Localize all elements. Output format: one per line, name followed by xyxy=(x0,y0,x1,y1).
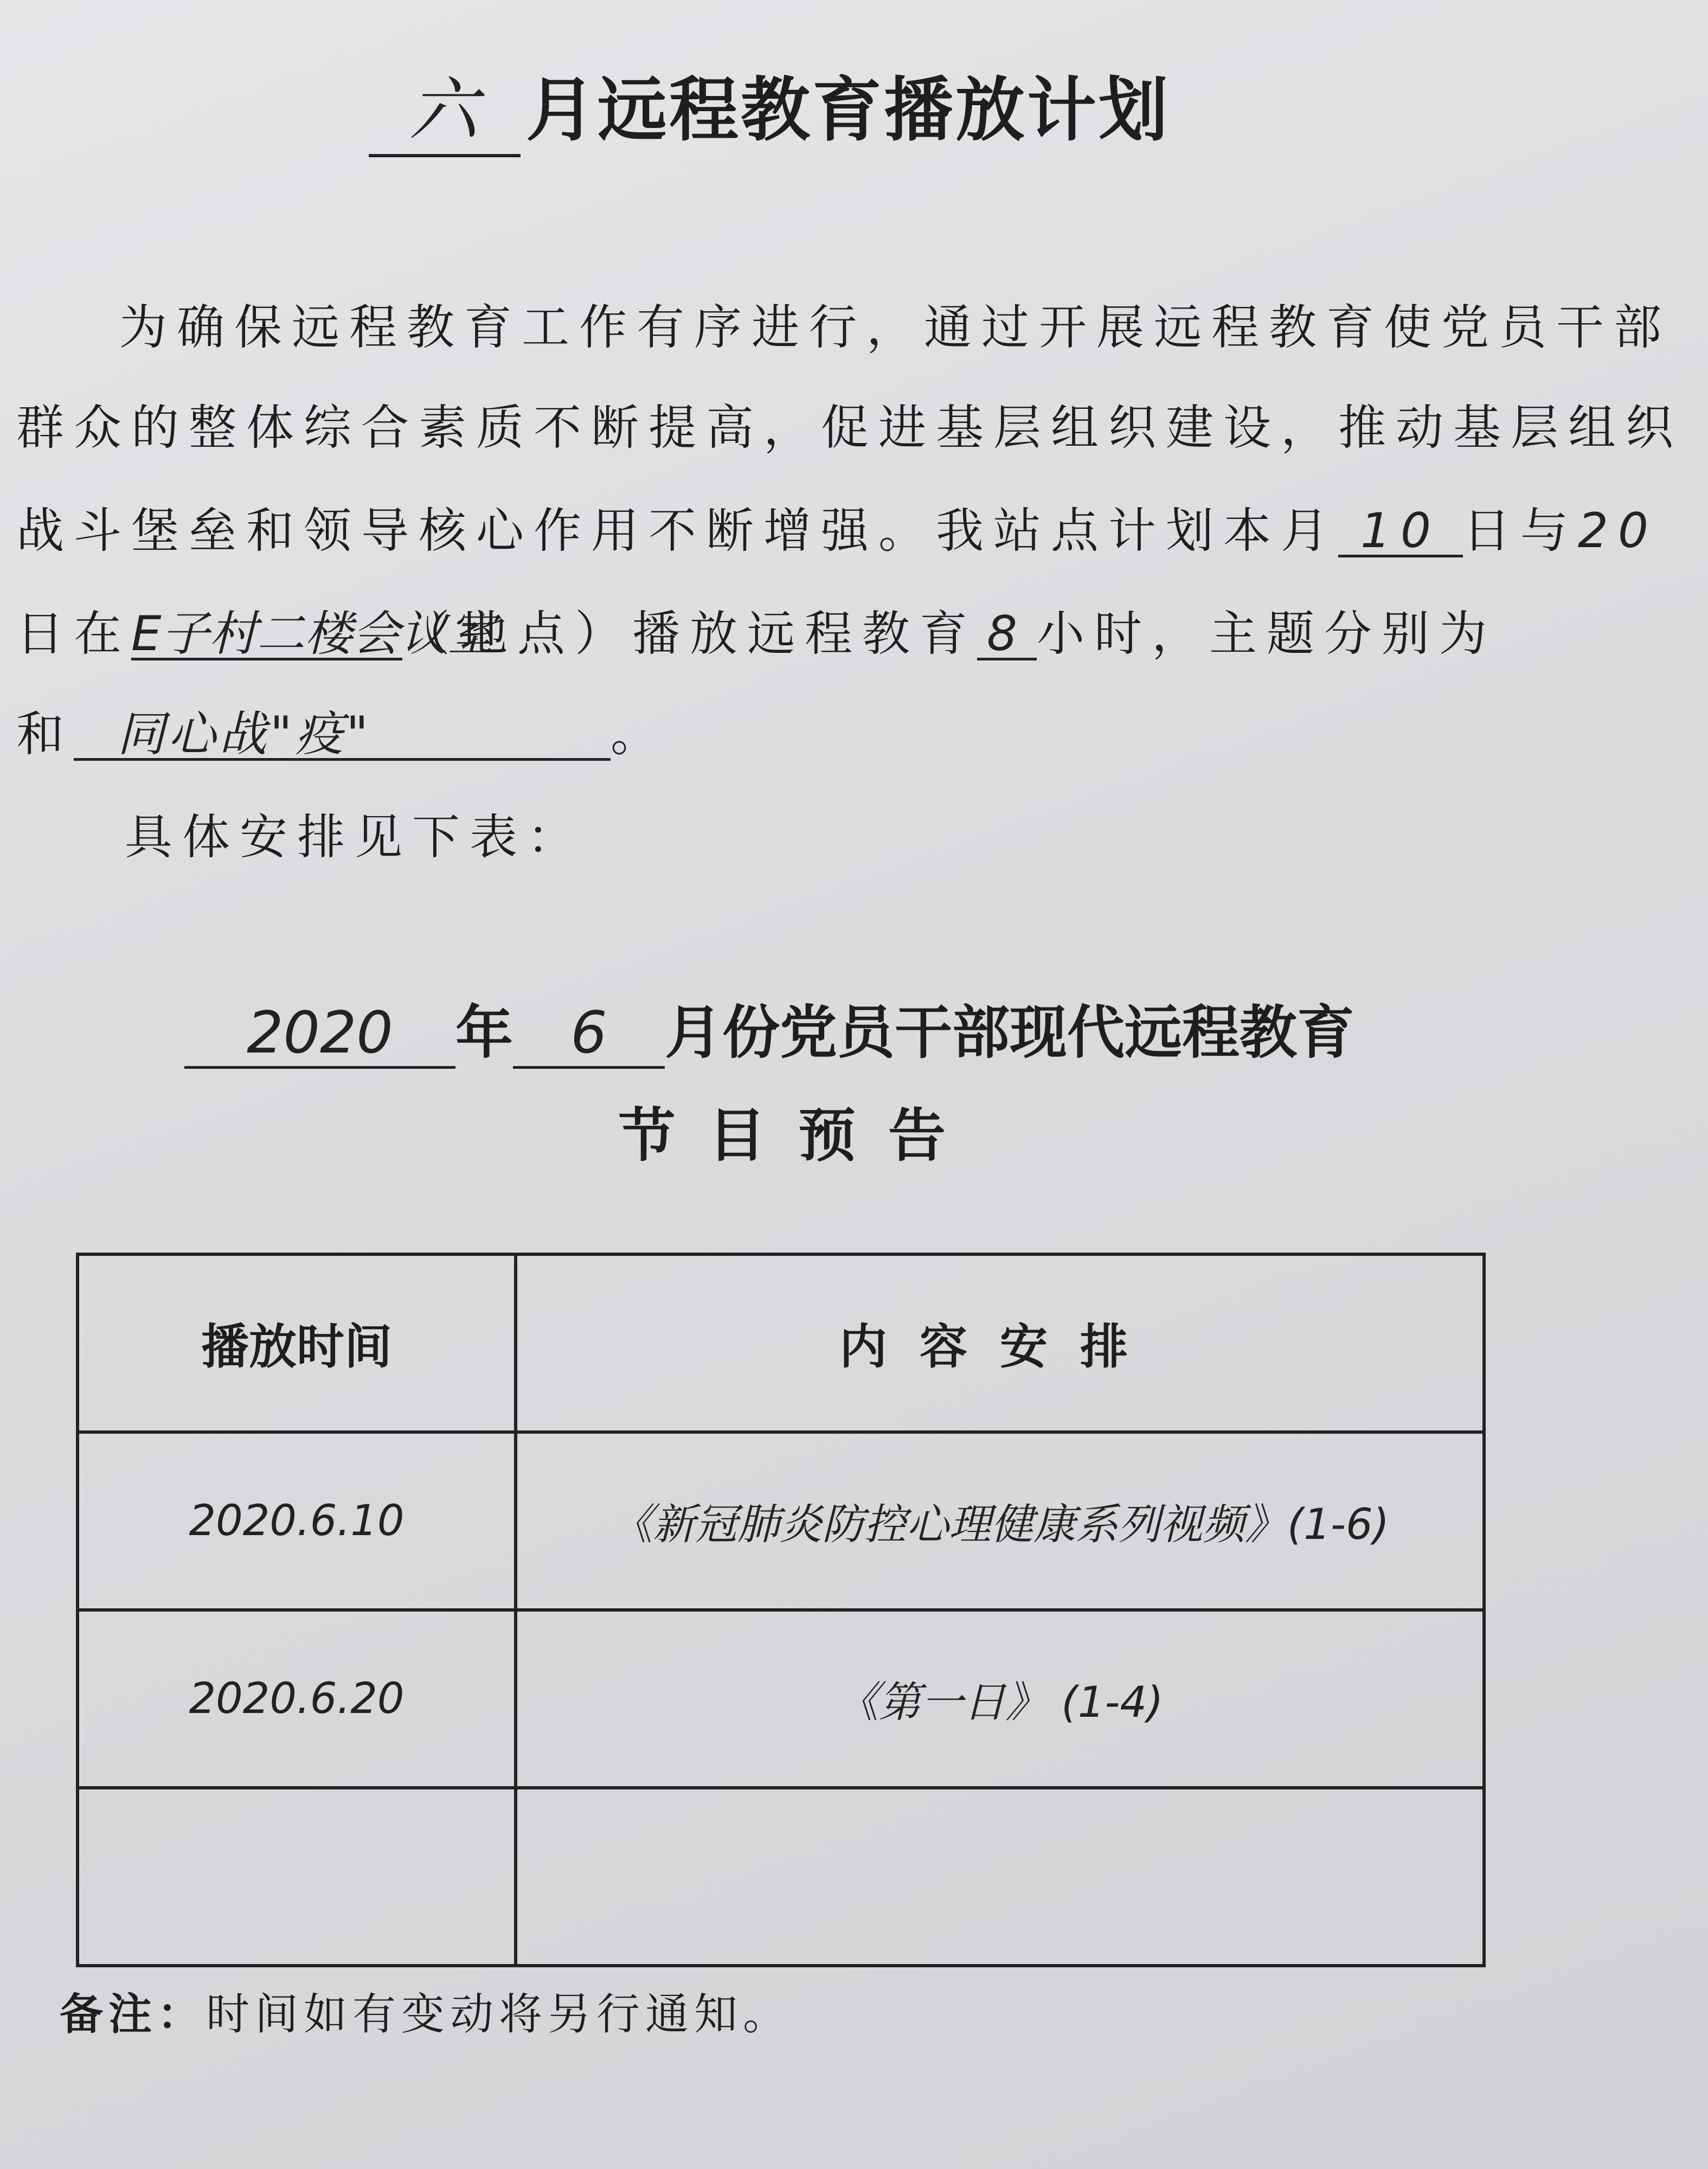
footnote xyxy=(60,1979,792,2042)
sub-month-handwritten: 6 xyxy=(513,999,665,1069)
month-handwritten: 六 xyxy=(369,54,521,157)
hours-handwritten: 8 xyxy=(977,610,1037,660)
para-line-3: 战斗堡垒和领导核心作用不断增强。我站点计划本月 10 日与20 xyxy=(16,503,1659,559)
schedule-table xyxy=(76,1253,1486,1967)
day2-handwritten: 20 xyxy=(1578,503,1659,559)
table-header-row xyxy=(78,1254,1484,1432)
para-line-6: 具体安排见下表： xyxy=(125,809,585,865)
header-content: 内容安排 xyxy=(516,1254,1484,1432)
footnote-text: 时间如有变动将另行通知。 xyxy=(206,1989,792,2039)
table-row xyxy=(78,1610,1484,1788)
table-row xyxy=(78,1432,1484,1610)
para-line-4: 日在E子村二楼会议室（地点）播放远程教育 8 小时，主题分别为 xyxy=(16,606,1497,662)
theme-handwritten: 同心战"疫" xyxy=(74,710,611,761)
day1-handwritten: 10 xyxy=(1338,507,1463,557)
title-text: 月远程教育播放计划 xyxy=(526,70,1171,151)
header-time: 播放时间 xyxy=(78,1254,516,1432)
schedule-title-line-2: 节目预告 xyxy=(618,1102,978,1169)
place-handwritten: E子村二楼会议室 xyxy=(131,606,496,662)
table-row xyxy=(78,1788,1484,1966)
footnote-label: 备注： xyxy=(60,1989,206,2039)
row-time xyxy=(78,1788,516,1966)
year-handwritten: 2020 xyxy=(184,999,455,1069)
row-content xyxy=(516,1788,1484,1966)
para-line-5: 和 同心战"疫" 。 xyxy=(16,706,669,762)
row-time: 2020.6.10 xyxy=(78,1432,516,1610)
schedule-title-line-1: 2020 年 6 月份党员干部现代远程教育 xyxy=(184,987,1354,1069)
row-content: 《第一日》 (1-4) xyxy=(516,1610,1484,1788)
row-content: 《新冠肺炎防控心理健康系列视频》(1-6) xyxy=(516,1432,1484,1610)
para-line-1: 为确保远程教育工作有序进行，通过开展远程教育使党员干部 xyxy=(119,299,1672,355)
para-line-2: 群众的整体综合素质不断提高，促进基层组织建设，推动基层组织 xyxy=(16,400,1684,455)
row-time: 2020.6.20 xyxy=(78,1610,516,1788)
page-title xyxy=(369,54,1170,157)
